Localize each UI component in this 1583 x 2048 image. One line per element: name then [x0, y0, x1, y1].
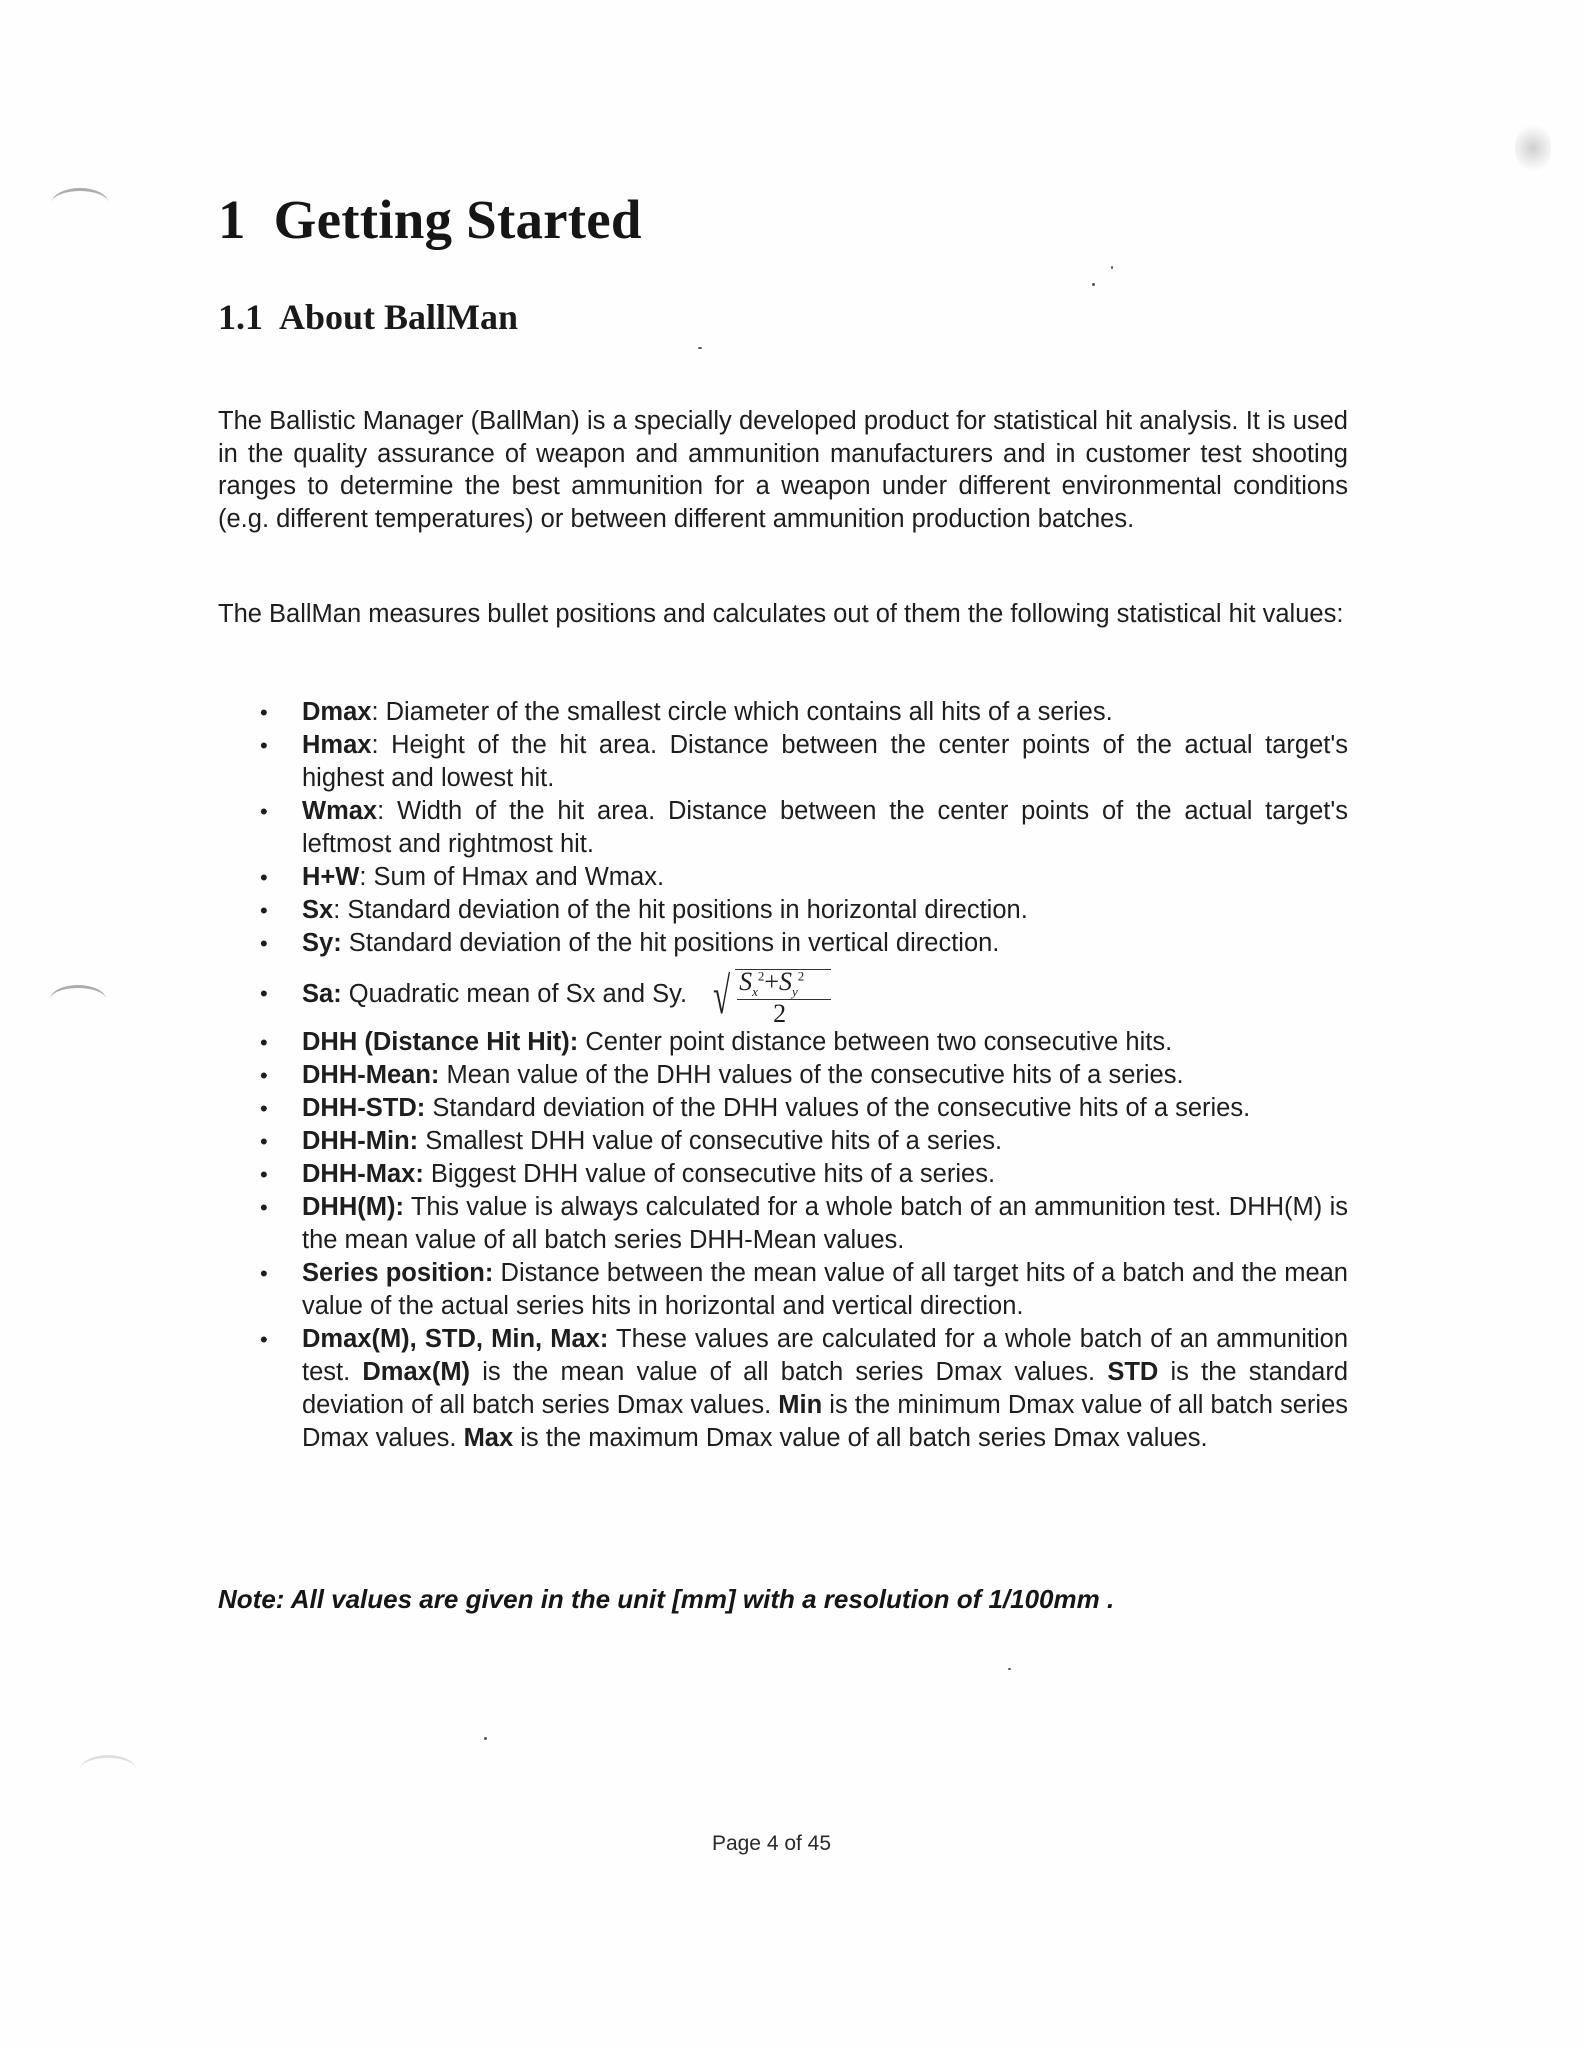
separator: :	[377, 797, 385, 825]
definition-item-dhh	[218, 1026, 1348, 1059]
definition-text: Biggest DHH value of consecutive hits of a series.	[423, 1160, 996, 1188]
term: DHH-Min:	[302, 1127, 419, 1155]
term: Sx	[302, 896, 334, 924]
definition-text: Standard deviation of the DHH values of the consecutive hits of a series.	[425, 1094, 1251, 1122]
page-footer	[0, 1832, 1583, 1856]
exponent: 2	[757, 968, 765, 984]
symbol-s: S	[779, 967, 793, 997]
scan-mark-mid-left	[50, 985, 106, 1014]
separator: :	[371, 698, 379, 726]
definition-item-sy	[218, 927, 1348, 960]
sa-formula	[713, 963, 833, 1027]
term-inline: Min	[778, 1391, 823, 1419]
exponent: 2	[797, 968, 805, 984]
definition-text: Sum of Hmax and Wmax.	[366, 863, 665, 891]
scan-mark-bottom-left	[80, 1755, 136, 1784]
term: Sy:	[302, 929, 342, 957]
definition-text: Standard deviation of the hit positions in vertical direction.	[341, 929, 1000, 957]
definition-item-hmax	[218, 729, 1348, 795]
definition-item-sa	[218, 962, 1348, 1029]
term-inline: Max	[463, 1424, 514, 1452]
square-root-icon: √	[713, 968, 731, 1026]
definition-text: Smallest DHH value of consecutive hits of a series.	[418, 1127, 1003, 1155]
definition-text: Quadratic mean of Sx and Sy.	[341, 980, 688, 1008]
scan-speck	[1008, 1668, 1011, 1670]
chapter-heading	[218, 188, 642, 251]
units-note: Note: All values are given in the unit [mm] with a resolution of 1/100mm .	[218, 1584, 1115, 1614]
definition-text: is the mean value of all batch series Dmax values.	[470, 1358, 1108, 1386]
definition-item-dhh-std	[218, 1092, 1348, 1125]
definition-item-dhh-max	[218, 1158, 1348, 1191]
definition-text: is the standard deviation of all batch series Dmax values.	[302, 1358, 1348, 1419]
section-number: 1.1	[218, 297, 263, 337]
definition-text: These values are calculated for a whole batch of an ammunition test.	[302, 1325, 1349, 1386]
term: Dmax	[302, 698, 372, 726]
scan-speck	[484, 1737, 487, 1740]
section-title: About BallMan	[279, 297, 519, 337]
term: DHH(M):	[302, 1193, 404, 1221]
definitions-list	[218, 696, 1348, 1455]
scan-speck	[1092, 283, 1095, 286]
term: DHH-Max:	[302, 1160, 424, 1188]
subscript-x: x	[752, 984, 758, 1000]
term: Hmax	[302, 731, 372, 759]
definition-item-dmax	[218, 696, 1348, 729]
scan-speck	[1111, 266, 1113, 269]
definition-text: Standard deviation of the hit positions in horizontal direction.	[340, 896, 1028, 924]
chapter-title: Getting Started	[273, 189, 642, 250]
definition-text: is the minimum Dmax value of all batch series Dmax values.	[302, 1391, 1349, 1452]
formula-denominator: 2	[773, 999, 787, 1029]
symbol-s: S	[739, 967, 753, 997]
formula-numerator	[739, 967, 804, 1000]
definition-item-dhh-m	[218, 1191, 1348, 1257]
definition-text: Height of the hit area. Distance between the center points of the actual target's highest and lowest hit.	[302, 731, 1348, 792]
definition-item-h-plus-w	[218, 861, 1348, 894]
page-number: Page 4 of 45	[711, 1832, 832, 1855]
definition-text: Center point distance between two consecutive hits.	[578, 1028, 1173, 1056]
definition-text: This value is always calculated for a whole batch of an ammunition test. DHH(M) is the mean value of all batch series DHH-Mean values.	[302, 1193, 1348, 1254]
term: Wmax	[302, 797, 378, 825]
term-inline: STD	[1107, 1358, 1159, 1386]
scan-speck	[698, 347, 702, 349]
term: Series position:	[302, 1259, 494, 1287]
measures-paragraph: The BallMan measures bullet positions and calculates out of them the following statistical hit values:	[218, 600, 1344, 628]
definition-item-wmax	[218, 795, 1348, 861]
scan-mark-top-left	[52, 188, 108, 217]
definition-item-dhh-mean	[218, 1059, 1348, 1092]
term: Dmax(M), STD, Min, Max:	[302, 1325, 609, 1353]
separator: :	[371, 731, 379, 759]
definition-item-series-position	[218, 1257, 1348, 1323]
definition-text: Width of the hit area. Distance between the center points of the actual target's leftmost and rightmost hit.	[302, 797, 1348, 858]
definition-text: Distance between the mean value of all target hits of a batch and the mean value of the actual series hits in horizontal and vertical direction.	[302, 1259, 1348, 1320]
definition-item-sx	[218, 894, 1348, 927]
term: Sa:	[302, 980, 342, 1008]
term: DHH-STD:	[302, 1094, 426, 1122]
definition-item-dmax-batch	[218, 1323, 1348, 1455]
section-heading	[218, 296, 518, 338]
term: DHH-Mean:	[302, 1061, 440, 1089]
chapter-number: 1	[218, 189, 246, 250]
term: H+W	[302, 863, 360, 891]
subscript-y: y	[792, 984, 798, 1000]
definition-text: Diameter of the smallest circle which contains all hits of a series.	[378, 698, 1113, 726]
definition-text: Mean value of the DHH values of the consecutive hits of a series.	[439, 1061, 1184, 1089]
definition-item-dhh-min	[218, 1125, 1348, 1158]
scan-smudge	[1515, 125, 1551, 171]
plus-sign: +	[764, 967, 780, 997]
intro-paragraph: The Ballistic Manager (BallMan) is a specially developed product for statistical hit analysis. It is used in the quality assurance of weapon and ammunition manufacturers and in customer test shooting ranges to determine the best ammunition for a weapon under different environmental conditions (e.g. different temperatures) or between different ammunition production batches.	[218, 407, 1348, 533]
separator: :	[359, 863, 367, 891]
term-inline: Dmax(M)	[362, 1358, 471, 1386]
term: DHH (Distance Hit Hit):	[302, 1028, 579, 1056]
definition-text: is the maximum Dmax value of all batch series Dmax values.	[513, 1424, 1208, 1452]
separator: :	[333, 896, 341, 924]
